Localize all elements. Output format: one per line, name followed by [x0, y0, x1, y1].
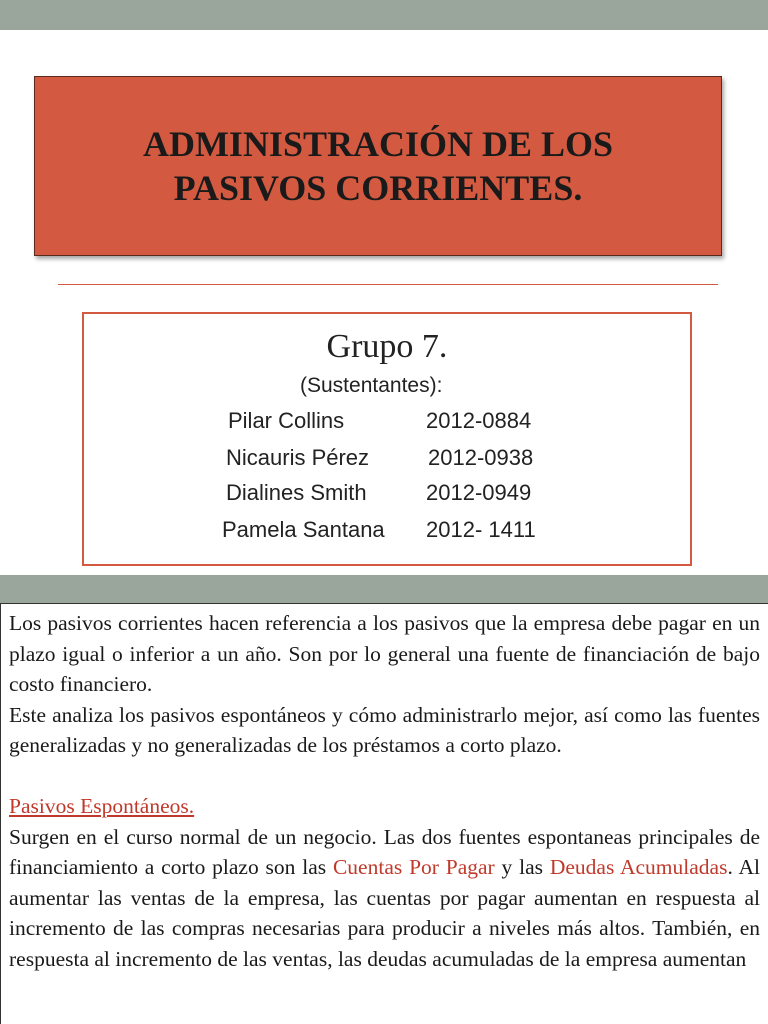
member-id: 2012-0884: [426, 408, 532, 433]
section-heading: [9, 791, 760, 822]
top-band: [0, 0, 768, 30]
title-line-1: ADMINISTRACIÓN DE LOS: [142, 124, 614, 164]
paragraph-3-text-c: . Al aumentar las ventas de la empresa, las cuentas por pagar aumentan en respuesta al incremento de las compras necesarias para producir a niveles más altos. También, en respuesta al incremento de las ventas, las deudas acumuladas de la empresa aumentan: [9, 855, 760, 971]
member-id: 2012-0949: [426, 480, 532, 505]
member-id: 2012-0938: [428, 445, 534, 470]
section-heading-text: Pasivos Espontáneos.: [9, 794, 195, 818]
title-line-2: PASIVOS CORRIENTES.: [173, 168, 583, 208]
content-text-box: [0, 603, 768, 1024]
title-banner: [34, 76, 722, 256]
term-deudas-acumuladas: Deudas Acumuladas: [549, 855, 728, 879]
middle-band: [0, 575, 768, 603]
paragraph-3-text-a: Surgen en el curso normal de un negocio. Las dos fuentes espontaneas principales de financiamiento a corto plazo son las: [9, 824, 760, 879]
page-title: [143, 122, 613, 210]
presenters-label: (Sustentantes):: [300, 374, 443, 397]
member-name: Pamela Santana: [222, 517, 385, 542]
member-name: Nicauris Pérez: [226, 445, 370, 470]
spacer: [9, 761, 760, 792]
group-box: [82, 312, 692, 566]
member-name: Pilar Collins: [228, 408, 345, 433]
group-heading: Grupo 7.: [326, 328, 448, 365]
term-cuentas-por-pagar: Cuentas Por Pagar: [332, 855, 495, 879]
member-id: 2012- 1411: [426, 517, 536, 542]
paragraph-3: [9, 822, 760, 975]
paragraph-3-text-b: y las: [494, 855, 550, 879]
paragraph-1: Los pasivos corrientes hacen referencia a los pasivos que la empresa debe pagar en un plazo igual o inferior a un año. Son por lo general una fuente de financiación de bajo costo financiero.: [9, 611, 760, 696]
paragraph-2: Este analiza los pasivos espontáneos y cómo administrarlo mejor, así como las fuentes generalizadas y no generalizadas de los préstamos a corto plazo.: [9, 702, 760, 757]
member-name: Dialines Smith: [226, 480, 367, 505]
divider-rule: [58, 284, 718, 285]
